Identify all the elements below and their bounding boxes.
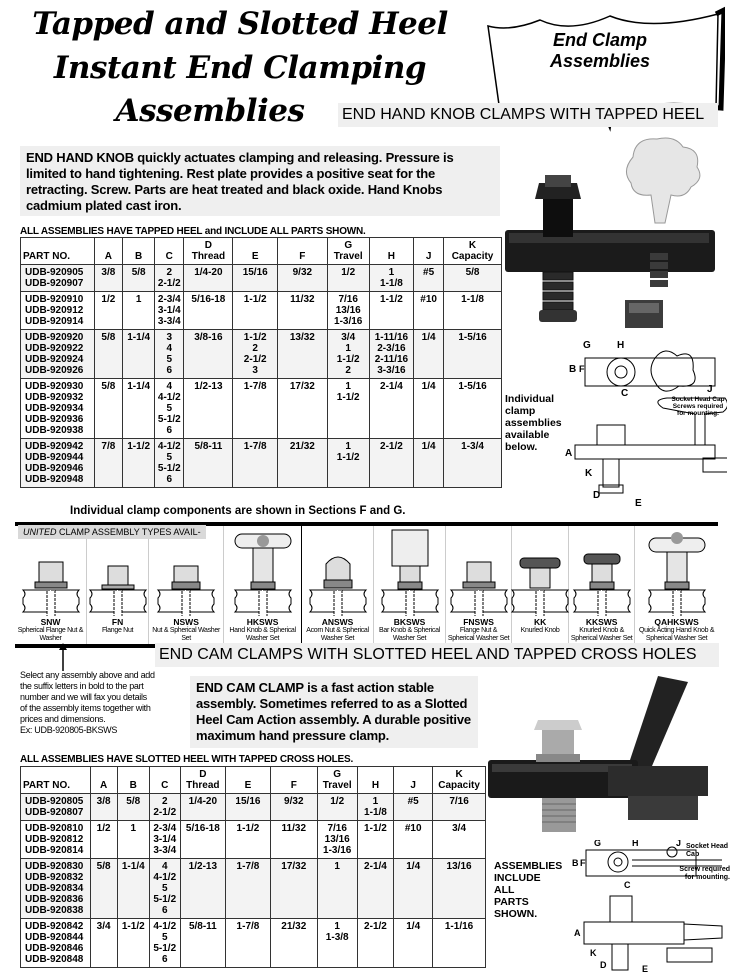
table-header-row xyxy=(21,238,502,265)
assembly-types-strip xyxy=(15,522,718,648)
assembly-code: FN xyxy=(111,617,124,627)
dimension-cell: 1-5/16 xyxy=(444,379,502,439)
dimension-cell: 4 4-1/2 5 5-1/2 6 xyxy=(155,379,184,439)
dimension-cell: 1/4 xyxy=(414,439,444,488)
assembly-type-hksws[interactable] xyxy=(224,526,302,644)
assembly-type-bksws[interactable] xyxy=(374,526,446,644)
dimension-cell: 1 1-1/8 xyxy=(357,794,394,821)
label-f: F xyxy=(579,364,585,374)
dimension-cell: 1/4-20 xyxy=(184,265,233,292)
column-header: PART NO. xyxy=(21,767,91,794)
dimension-cell: 1-7/8 xyxy=(226,919,271,968)
knurled-knob-icon xyxy=(510,528,570,616)
dimension-cell: 1 xyxy=(317,859,357,919)
assembly-description: Spherical Flange Nut & Washer xyxy=(17,627,84,642)
dimension-cell: #10 xyxy=(414,292,444,330)
dimension-cell: 4-1/2 5 5-1/2 6 xyxy=(149,919,180,968)
section2-description: END CAM CLAMP is a fast action stable assembly. Sometimes referred to as a Slotted Heel Cam Action assembly. A durable positive maximum hand pressure clamp. xyxy=(190,676,478,748)
section1-heading: END HAND KNOB CLAMPS WITH TAPPED HEEL xyxy=(338,103,718,127)
dimension-cell: 1-7/8 xyxy=(233,379,278,439)
section1-description: END HAND KNOB quickly actuates clamping and releasing. Pressure is limited to hand tightening. Rest plate provides a positive seat for the retracting. Screw. Parts are heat treated and black oxide. Hand Knobs cadmium plated cast iron. xyxy=(20,146,500,216)
label-g: G xyxy=(594,840,602,848)
dimension-cell: 1 1-1/8 xyxy=(369,265,413,292)
column-header: D Thread xyxy=(180,767,225,794)
assembly-description: Nut & Spherical Washer Set xyxy=(152,627,221,642)
dimension-cell: 1-1/16 xyxy=(433,919,486,968)
column-header: K Capacity xyxy=(444,238,502,265)
dimension-cell: 1-1/2 xyxy=(226,821,271,859)
dimension-cell: 1/4-20 xyxy=(180,794,225,821)
dimension-cell: 7/16 13/16 1-3/16 xyxy=(327,292,369,330)
column-header: A xyxy=(90,767,117,794)
column-header: C xyxy=(149,767,180,794)
label-a: A xyxy=(574,928,581,938)
dimension-cell: 1-1/4 xyxy=(123,330,155,379)
assembly-code: NSWS xyxy=(173,617,199,627)
assembly-description: Knurled Knob xyxy=(520,627,560,634)
table-row xyxy=(21,821,486,859)
dimension-cell: 5/8 xyxy=(90,859,117,919)
assembly-type-qahksws[interactable] xyxy=(635,526,718,644)
dimension-cell: 2-1/4 xyxy=(357,859,394,919)
arrow-up-icon xyxy=(56,643,70,671)
table-row xyxy=(21,859,486,919)
assembly-type-nsws[interactable] xyxy=(149,526,224,644)
column-header: J xyxy=(414,238,444,265)
column-header: G Travel xyxy=(317,767,357,794)
column-header: E xyxy=(226,767,271,794)
hand-knob-clamp-photo xyxy=(505,135,723,345)
label-d: D xyxy=(593,490,601,501)
dimension-cell: 1-7/8 xyxy=(226,859,271,919)
knurled-knob-washer-icon xyxy=(572,528,632,616)
dimension-cell: 1/4 xyxy=(414,330,444,379)
dimension-cell: 1-7/8 xyxy=(233,439,278,488)
table-row xyxy=(21,292,502,330)
assembly-code: BKSWS xyxy=(393,617,426,627)
dimension-cell: 3/8 xyxy=(90,794,117,821)
dimension-cell: #10 xyxy=(394,821,433,859)
part-number-cell: UDB-920810 UDB-920812 UDB-920814 xyxy=(21,821,91,859)
dimension-cell: 9/32 xyxy=(270,794,317,821)
assembly-description: Flange Nut & Spherical Washer Set xyxy=(447,627,510,642)
dimension-cell: 1/2 xyxy=(94,292,122,330)
column-header: G Travel xyxy=(327,238,369,265)
part-number-cell: UDB-920830 UDB-920832 UDB-920834 UDB-920836 UDB-920838 xyxy=(21,859,91,919)
diagram1-mounting-note: Socket Head Cap Screws required for mounting. xyxy=(671,396,725,417)
dimension-cell: 11/32 xyxy=(270,821,317,859)
dimension-cell: 11/32 xyxy=(278,292,328,330)
assembly-type-kksws[interactable] xyxy=(569,526,635,644)
dimension-cell: 1 1-3/8 xyxy=(317,919,357,968)
assemblies-include-label: ASSEMBLIES INCLUDE ALL PARTS SHOWN. xyxy=(494,860,563,920)
table-row xyxy=(21,330,502,379)
column-header: A xyxy=(94,238,122,265)
dimension-cell: 2 2-1/2 xyxy=(149,794,180,821)
acorn-nut-icon xyxy=(308,528,368,616)
label-e: E xyxy=(635,498,642,509)
label-h: H xyxy=(632,840,639,848)
assembly-description: Knurled Knob & Spherical Washer Set xyxy=(570,627,633,642)
dimension-cell: 1/2-13 xyxy=(184,379,233,439)
assembly-instructions xyxy=(20,670,155,736)
column-header: K Capacity xyxy=(433,767,486,794)
instructions-text: Select any assembly above and add the suffix letters in bold to the part number and we will fax you details of the assembly items together with prices and dimensions. xyxy=(20,670,155,724)
assembly-types-tag xyxy=(18,525,206,539)
dimension-cell: 3 4 5 6 xyxy=(155,330,184,379)
column-header: C xyxy=(155,238,184,265)
diagram2-note-1: Socket Head Cap xyxy=(686,843,729,858)
part-number-cell: UDB-920942 UDB-920944 UDB-920946 UDB-920948 xyxy=(21,439,95,488)
dimension-cell: 1-1/2 xyxy=(357,821,394,859)
assembly-code: ANSWS xyxy=(321,617,354,627)
dimension-cell: 1/2 xyxy=(90,821,117,859)
label-g: G xyxy=(583,340,591,351)
part-number-cell: UDB-920910 UDB-920912 UDB-920914 xyxy=(21,292,95,330)
dimension-cell: 1 1-1/2 xyxy=(327,439,369,488)
dimension-cell: 5/8 xyxy=(444,265,502,292)
tag-text: CLAMP ASSEMBLY TYPES AVAIL- xyxy=(56,527,201,537)
part-number-cell: UDB-920920 UDB-920922 UDB-920924 UDB-920926 xyxy=(21,330,95,379)
table2 xyxy=(20,766,486,968)
column-header: PART NO. xyxy=(21,238,95,265)
dimension-cell: 1/4 xyxy=(394,919,433,968)
assembly-type-answs[interactable] xyxy=(302,526,374,644)
dimension-cell: 1-1/4 xyxy=(123,379,155,439)
dimension-cell: 1 xyxy=(117,821,149,859)
bar-knob-icon xyxy=(380,528,440,616)
label-b: B xyxy=(572,858,579,868)
dimension-cell: 5/8-11 xyxy=(180,919,225,968)
dimension-cell: 15/16 xyxy=(233,265,278,292)
dimension-cell: 1-5/16 xyxy=(444,330,502,379)
flange-nut-washer-icon xyxy=(21,528,81,616)
table-header-row xyxy=(21,767,486,794)
dimension-cell: 1/4 xyxy=(414,379,444,439)
table-row xyxy=(21,919,486,968)
assembly-description: Flange Nut xyxy=(101,627,134,634)
label-j: J xyxy=(707,384,713,395)
dimension-cell: 1 1-1/2 xyxy=(327,379,369,439)
label-e: E xyxy=(642,964,649,974)
label-k: K xyxy=(590,948,597,958)
hand-knob-icon xyxy=(233,528,293,616)
dimension-cell: 1/2 xyxy=(317,794,357,821)
dimension-cell: 15/16 xyxy=(226,794,271,821)
dimension-cell: 1/2-13 xyxy=(180,859,225,919)
dimension-cell: 1-1/2 2 2-1/2 3 xyxy=(233,330,278,379)
page-title-line-1: Tapped and Slotted Heel xyxy=(32,6,448,42)
dimension-cell: 1-3/4 xyxy=(444,439,502,488)
table1-footer: Individual clamp components are shown in Sections F and G. xyxy=(70,505,406,517)
dimension-cell: #5 xyxy=(414,265,444,292)
table-row xyxy=(21,794,486,821)
flange-nut-icon xyxy=(88,528,148,616)
table-row xyxy=(21,439,502,488)
table1-caption: ALL ASSEMBLIES HAVE TAPPED HEEL and INCLUDE ALL PARTS SHOWN. xyxy=(20,226,366,237)
column-header: D Thread xyxy=(184,238,233,265)
label-j: J xyxy=(676,840,682,848)
column-header: H xyxy=(369,238,413,265)
cam-clamp-photo xyxy=(488,668,723,838)
dimension-cell: 5/8-11 xyxy=(184,439,233,488)
dimension-cell: 1 xyxy=(123,292,155,330)
column-header: F xyxy=(278,238,328,265)
dimension-cell: 5/16-18 xyxy=(180,821,225,859)
dimension-cell: 3/4 xyxy=(90,919,117,968)
dimension-cell: 21/32 xyxy=(278,439,328,488)
label-a: A xyxy=(565,448,573,459)
column-header: E xyxy=(233,238,278,265)
dimension-cell: 1-1/2 xyxy=(369,292,413,330)
page-title-line-3: Assemblies xyxy=(115,93,305,129)
dimension-cell: 3/4 xyxy=(433,821,486,859)
assembly-type-kk[interactable] xyxy=(512,526,569,644)
dimension-cell: 1-11/16 2-3/16 2-11/16 3-3/16 xyxy=(369,330,413,379)
label-k: K xyxy=(585,468,593,479)
assembly-description: Hand Knob & Spherical Washer Set xyxy=(229,627,296,642)
column-header: B xyxy=(123,238,155,265)
dimension-cell: 7/16 13/16 1-3/16 xyxy=(317,821,357,859)
page-title-line-2: Instant End Clamping xyxy=(53,50,427,86)
assembly-description: Bar Knob & Spherical Washer Set xyxy=(379,627,440,642)
dimension-cell: 2-1/4 xyxy=(369,379,413,439)
assembly-code: KKSWS xyxy=(585,617,618,627)
dimension-cell: 9/32 xyxy=(278,265,328,292)
assembly-code: HKSWS xyxy=(246,617,279,627)
label-d: D xyxy=(600,960,607,970)
dimension-cell: 4-1/2 5 5-1/2 6 xyxy=(155,439,184,488)
dimension-cell: 5/8 xyxy=(123,265,155,292)
diagram2-note-2: Screw required for mounting. xyxy=(679,866,730,881)
dimension-cell: 3/8-16 xyxy=(184,330,233,379)
instructions-example: Ex: UDB-920805-BKSWS xyxy=(20,725,118,735)
part-number-cell: UDB-920842 UDB-920844 UDB-920846 UDB-920848 xyxy=(21,919,91,968)
dimension-cell: 5/8 xyxy=(117,794,149,821)
tag-brand: UNITED xyxy=(23,527,57,537)
part-number-cell: UDB-920930 UDB-920932 UDB-920934 UDB-920936 UDB-920938 xyxy=(21,379,95,439)
assembly-description: Acorn Nut & Spherical Washer Set xyxy=(306,627,369,642)
dimension-cell: 1-1/2 xyxy=(123,439,155,488)
assembly-code: SNW xyxy=(40,617,61,627)
dimension-cell: 1-1/8 xyxy=(444,292,502,330)
assembly-description: Quick Acting Hand Knob & Spherical Washer Set xyxy=(638,627,715,642)
dimension-cell: 2-3/4 3-1/4 3-3/4 xyxy=(149,821,180,859)
assembly-type-fn[interactable] xyxy=(87,526,149,644)
dimension-cell: 21/32 xyxy=(270,919,317,968)
column-header: H xyxy=(357,767,394,794)
dimension-cell: 1-1/2 xyxy=(117,919,149,968)
column-header: B xyxy=(117,767,149,794)
dimension-cell: 2-3/4 3-1/4 3-3/4 xyxy=(155,292,184,330)
dimension-cell: 13/16 xyxy=(433,859,486,919)
dimension-cell: 2-1/2 xyxy=(357,919,394,968)
table-row xyxy=(21,379,502,439)
hand-knob-clamp-dimension-diagram xyxy=(555,340,727,512)
assembly-type-fnsws[interactable] xyxy=(446,526,512,644)
part-number-cell: UDB-920805 UDB-920807 xyxy=(21,794,91,821)
label-c: C xyxy=(621,388,629,399)
individual-assemblies-label: Individual clamp assemblies available below. xyxy=(505,393,562,453)
dimension-cell: 1-1/2 xyxy=(233,292,278,330)
dimension-cell: 7/16 xyxy=(433,794,486,821)
table1 xyxy=(20,237,502,488)
dimension-cell: 1-1/4 xyxy=(117,859,149,919)
label-c: C xyxy=(624,880,631,890)
dimension-cell: 2-1/2 xyxy=(369,439,413,488)
assembly-type-snw[interactable] xyxy=(15,526,87,644)
column-header: F xyxy=(270,767,317,794)
dimension-cell: 1/4 xyxy=(394,859,433,919)
flange-nut-washer-icon xyxy=(449,528,509,616)
label-b: B xyxy=(569,364,577,375)
label-h: H xyxy=(617,340,625,351)
cam-clamp-dimension-diagram xyxy=(572,840,728,974)
dimension-cell: 5/8 xyxy=(94,379,122,439)
dimension-cell: 3/8 xyxy=(94,265,122,292)
part-number-cell: UDB-920905 UDB-920907 xyxy=(21,265,95,292)
dimension-cell: 2 2-1/2 xyxy=(155,265,184,292)
dimension-cell: 5/8 xyxy=(94,330,122,379)
dimension-cell: #5 xyxy=(394,794,433,821)
dimension-cell: 13/32 xyxy=(278,330,328,379)
dimension-cell: 5/16-18 xyxy=(184,292,233,330)
assembly-code: QAHKSWS xyxy=(654,617,699,627)
dimension-cell: 7/8 xyxy=(94,439,122,488)
dimension-cell: 3/4 1 1-1/2 2 xyxy=(327,330,369,379)
quick-hand-knob-icon xyxy=(647,528,707,616)
label-f: F xyxy=(580,858,586,868)
table-row xyxy=(21,265,502,292)
banner-line-1: End Clamp xyxy=(552,30,647,50)
column-header: J xyxy=(394,767,433,794)
section-banner xyxy=(505,30,695,72)
assembly-code: KK xyxy=(533,617,547,627)
assembly-code: FNSWS xyxy=(463,617,494,627)
dimension-cell: 17/32 xyxy=(270,859,317,919)
nut-washer-icon xyxy=(156,528,216,616)
dimension-cell: 17/32 xyxy=(278,379,328,439)
dimension-cell: 4 4-1/2 5 5-1/2 6 xyxy=(149,859,180,919)
table2-caption: ALL ASSEMBLIES HAVE SLOTTED HEEL WITH TAPPED CROSS HOLES. xyxy=(20,754,354,765)
section2-heading: END CAM CLAMPS WITH SLOTTED HEEL AND TAPPED CROSS HOLES xyxy=(155,643,719,667)
dimension-cell: 1/2 xyxy=(327,265,369,292)
banner-line-2: Assemblies xyxy=(549,51,651,71)
